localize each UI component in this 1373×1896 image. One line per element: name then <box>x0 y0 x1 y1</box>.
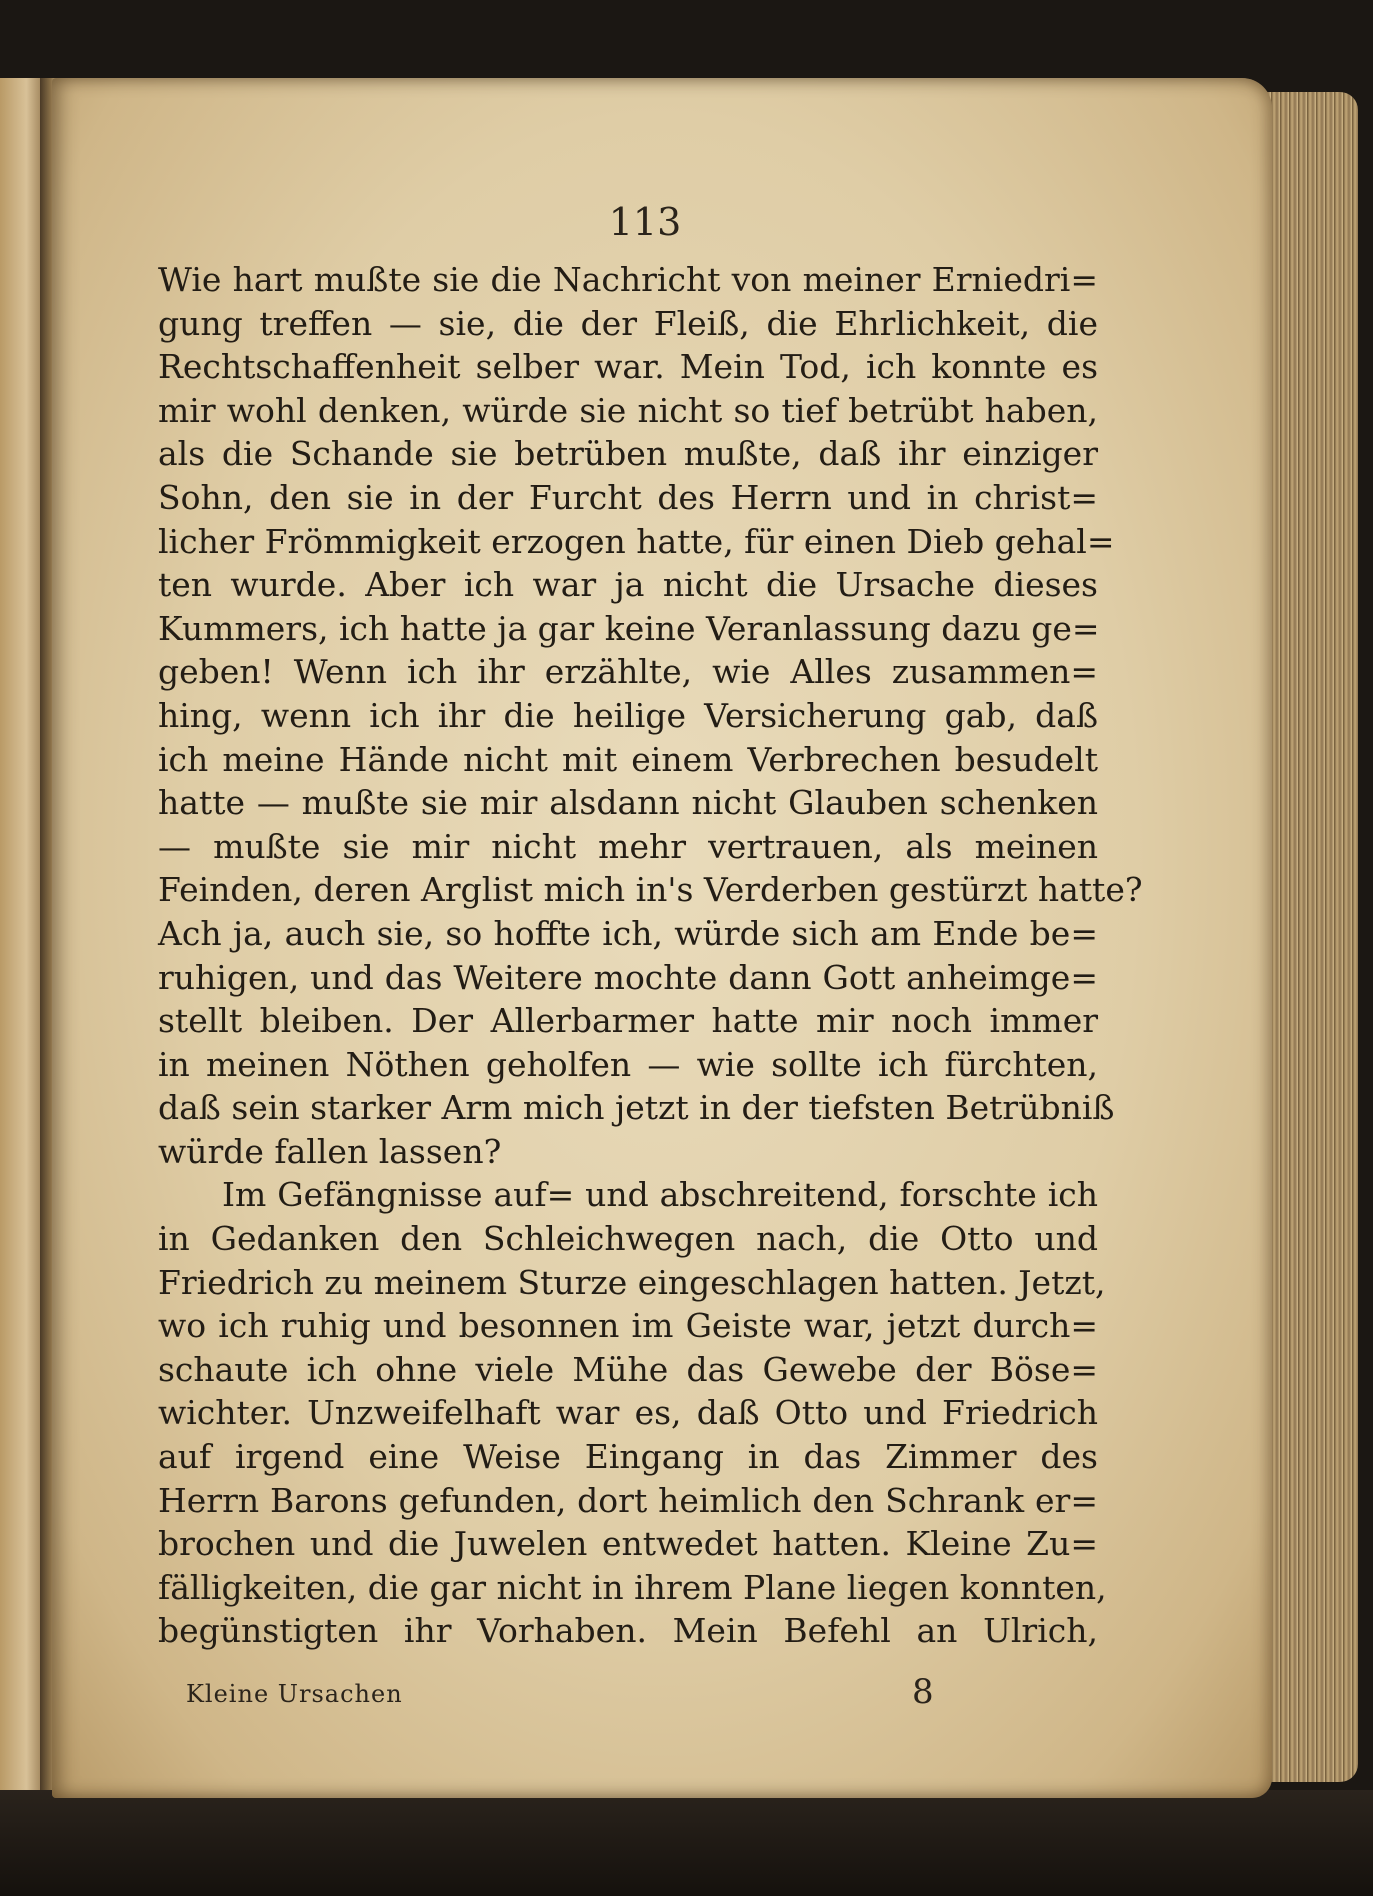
text-line: würde fallen lassen? <box>158 1131 502 1171</box>
text-line: als die Schande sie betrüben mußte, daß ihr einziger <box>158 434 1098 474</box>
text-line: Rechtschaffenheit selber war. Mein Tod, ich konnte es <box>158 347 1098 387</box>
page-stack-edge <box>1262 92 1358 1782</box>
text-line: wichter. Unzweifelhaft war es, daß Otto und Friedrich <box>158 1393 1098 1433</box>
page-number: 113 <box>608 200 682 244</box>
text-line: Herrn Barons gefunden, dort heimlich den Schrank er= <box>158 1480 1098 1520</box>
text-line: fälligkeiten, die gar nicht in ihrem Plane liegen konnten, <box>158 1567 1107 1607</box>
text-line: Im Gefängnisse auf= und abschreitend, forschte ich <box>222 1175 1098 1215</box>
text-line: Wie hart mußte sie die Nachricht von meiner Erniedri= <box>158 260 1098 299</box>
text-line: geben! Wenn ich ihr erzählte, wie Alles zusammen= <box>158 652 1098 692</box>
text-line: schaute ich ohne viele Mühe das Gewebe der Böse= <box>158 1349 1098 1389</box>
text-line: stellt bleiben. Der Allerbarmer hatte mir noch immer <box>158 1001 1098 1041</box>
text-line: Friedrich zu meinem Sturze eingeschlagen hatten. Jetzt, <box>158 1262 1106 1302</box>
text-line: Sohn, den sie in der Furcht des Herrn und in christ= <box>158 477 1098 517</box>
text-line: in Gedanken den Schleichwegen nach, die Otto und <box>158 1219 1098 1259</box>
text-line: ten wurde. Aber ich war ja nicht die Ursache dieses <box>158 565 1098 605</box>
text-line: wo ich ruhig und besonnen im Geiste war, jetzt durch= <box>158 1306 1098 1346</box>
text-line: hatte — mußte sie mir alsdann nicht Glauben schenken <box>158 783 1098 823</box>
text-line: begünstigten ihr Vorhaben. Mein Befehl an Ulrich, <box>158 1611 1098 1651</box>
text-line: gung treffen — sie, die der Fleiß, die Ehrlichkeit, die <box>158 303 1098 343</box>
text-line: — mußte sie mir nicht mehr vertrauen, als meinen <box>158 826 1098 866</box>
signature-number: 8 <box>912 1672 934 1712</box>
text-line: mir wohl denken, würde sie nicht so tief betrübt haben, <box>158 390 1098 430</box>
text-line: in meinen Nöthen geholfen — wie sollte ich fürchten, <box>158 1044 1098 1084</box>
page-text <box>158 258 1143 1653</box>
book-cover <box>0 1790 1373 1896</box>
text-line: daß sein starker Arm mich jetzt in der tiefsten Betrübniß <box>158 1088 1115 1128</box>
text-line: Ach ja, auch sie, so hoffte ich, würde sich am Ende be= <box>158 913 1098 953</box>
signature-label: Kleine Ursachen <box>186 1680 403 1708</box>
text-line: Feinden, deren Arglist mich in's Verderben gestürzt hatte? <box>158 870 1143 910</box>
text-line: auf irgend eine Weise Eingang in das Zimmer des <box>158 1437 1098 1477</box>
text-line: brochen und die Juwelen entwedet hatten. Kleine Zu= <box>158 1524 1098 1564</box>
text-line: licher Frömmigkeit erzogen hatte, für einen Dieb gehal= <box>158 521 1115 561</box>
text-line: hing, wenn ich ihr die heilige Versicherung gab, daß <box>158 695 1098 735</box>
text-line: Kummers, ich hatte ja gar keine Veranlassung dazu ge= <box>158 608 1100 648</box>
text-line: ich meine Hände nicht mit einem Verbrechen besudelt <box>158 739 1098 779</box>
text-line: ruhigen, und das Weitere mochte dann Gott anheimge= <box>158 957 1098 997</box>
